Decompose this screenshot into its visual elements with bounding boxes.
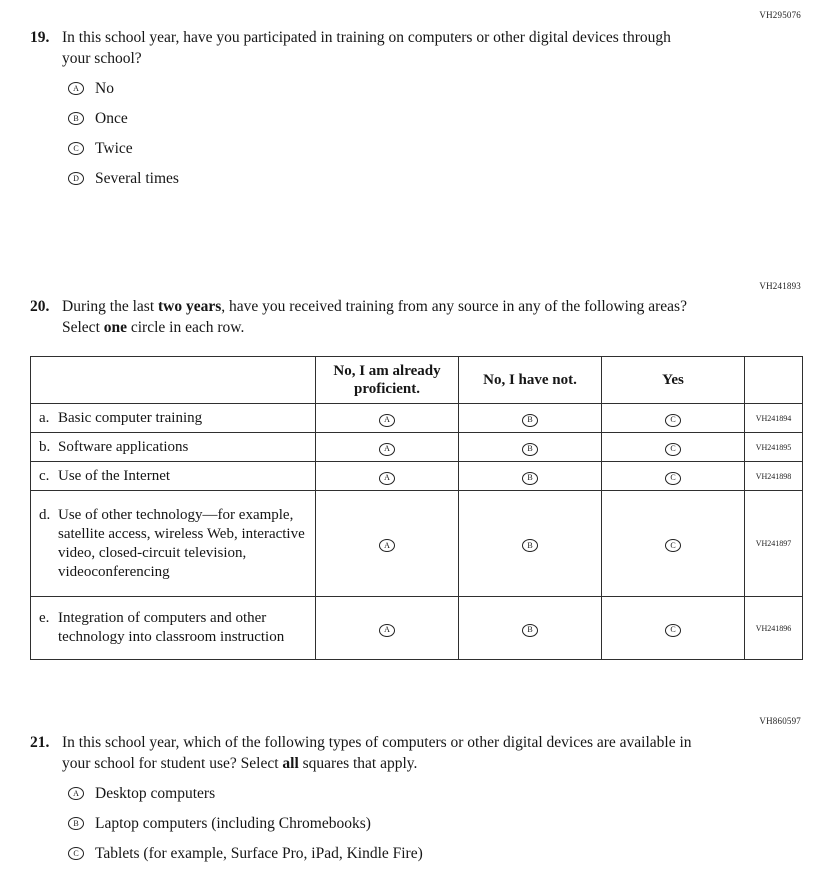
oval-cell <box>316 462 459 491</box>
row-label: b. Software applications <box>31 433 316 462</box>
oval-cell <box>459 462 602 491</box>
option-label: Desktop computers <box>95 784 216 802</box>
oval-letter: B <box>527 473 533 482</box>
table-header-row <box>31 357 803 404</box>
option-label: Once <box>95 109 128 127</box>
oval-cell <box>316 597 459 660</box>
row-item-code: VH241898 <box>745 462 803 491</box>
option-laptop-computers[interactable] <box>68 815 802 832</box>
oval-letter: A <box>73 83 79 93</box>
answer-oval[interactable] <box>665 443 681 456</box>
oval-letter: C <box>670 415 676 424</box>
table-row-d <box>31 491 803 597</box>
header-have-not: No, I have not. <box>459 357 602 404</box>
question-21-text: In this school year, which of the following types of computers or other digital devices are available in your school for student use? Select all squares that apply. <box>62 734 692 772</box>
row-item-code: VH241897 <box>745 491 803 597</box>
oval-cell <box>459 433 602 462</box>
item-code-q20: VH241893 <box>759 281 801 291</box>
answer-oval-a[interactable] <box>68 82 84 95</box>
answer-oval[interactable] <box>522 624 538 637</box>
question-20-text: During the last two years, have you received training from any source in any of the following areas? Select one circle in each row. <box>62 298 687 336</box>
option-label: Laptop computers (including Chromebooks) <box>95 814 371 832</box>
oval-letter: B <box>527 540 533 550</box>
question-19-number: 19. <box>30 29 50 46</box>
answer-oval-c[interactable] <box>68 142 84 155</box>
answer-oval[interactable] <box>665 539 681 552</box>
oval-cell <box>316 404 459 433</box>
oval-letter: D <box>73 173 79 183</box>
option-twice[interactable] <box>68 140 802 157</box>
table-row-b <box>31 433 803 462</box>
oval-letter: C <box>73 143 79 153</box>
answer-oval[interactable] <box>522 443 538 456</box>
answer-oval[interactable] <box>665 472 681 485</box>
row-label: e. Integration of computers and other technology into classroom instruction <box>31 597 316 660</box>
answer-oval[interactable] <box>665 624 681 637</box>
oval-letter: B <box>73 818 79 828</box>
option-no[interactable] <box>68 80 802 97</box>
oval-letter: C <box>73 848 79 858</box>
oval-cell <box>602 597 745 660</box>
oval-cell <box>602 462 745 491</box>
answer-oval[interactable] <box>522 414 538 427</box>
option-tablets[interactable] <box>68 845 802 862</box>
answer-oval-b[interactable] <box>68 817 84 830</box>
table-row-a <box>31 404 803 433</box>
question-20-number: 20. <box>30 298 50 315</box>
option-label: Tablets (for example, Surface Pro, iPad, Kindle Fire) <box>95 844 423 862</box>
item-code-q19: VH295076 <box>759 10 801 20</box>
row-label: d. Use of other technology—for example, satellite access, wireless Web, interactive video, closed-circuit television, videoconferencing <box>31 491 316 597</box>
answer-oval-b[interactable] <box>68 112 84 125</box>
oval-letter: A <box>384 415 390 424</box>
row-item-code: VH241896 <box>745 597 803 660</box>
question-21-options <box>68 785 802 862</box>
answer-oval[interactable] <box>379 624 395 637</box>
oval-letter: B <box>527 444 533 453</box>
oval-letter: A <box>384 625 390 634</box>
table-row-e <box>31 597 803 660</box>
oval-cell <box>316 491 459 597</box>
answer-oval-d[interactable] <box>68 172 84 185</box>
oval-letter: C <box>670 444 676 453</box>
table-row-c <box>31 462 803 491</box>
answer-oval-a[interactable] <box>68 787 84 800</box>
question-19 <box>30 27 802 200</box>
answer-oval-c[interactable] <box>68 847 84 860</box>
header-empty-code <box>745 357 803 404</box>
question-19-text-body: In this school year, have you participated in training on computers or other digital devices through your school? <box>62 29 671 67</box>
answer-oval[interactable] <box>379 443 395 456</box>
oval-letter: A <box>384 473 390 482</box>
answer-oval[interactable] <box>522 539 538 552</box>
row-item-code: VH241895 <box>745 433 803 462</box>
oval-letter: A <box>384 444 390 453</box>
option-desktop-computers[interactable] <box>68 785 802 802</box>
question-19-options <box>68 80 802 187</box>
oval-cell <box>602 433 745 462</box>
oval-cell <box>459 491 602 597</box>
oval-cell <box>316 433 459 462</box>
question-19-text <box>62 27 702 69</box>
oval-cell <box>602 404 745 433</box>
row-item-code: VH241894 <box>745 404 803 433</box>
header-yes: Yes <box>602 357 745 404</box>
item-code-q21: VH860597 <box>759 716 801 726</box>
answer-oval[interactable] <box>665 414 681 427</box>
header-empty <box>31 357 316 404</box>
row-label: c. Use of the Internet <box>31 462 316 491</box>
oval-letter: C <box>670 473 676 482</box>
answer-oval[interactable] <box>522 472 538 485</box>
oval-cell <box>459 597 602 660</box>
option-label: No <box>95 79 114 97</box>
option-once[interactable] <box>68 110 802 127</box>
oval-letter: A <box>73 788 79 798</box>
oval-letter: B <box>73 113 79 123</box>
oval-letter: C <box>670 625 676 634</box>
oval-cell <box>459 404 602 433</box>
question-21 <box>30 732 802 875</box>
oval-letter: B <box>527 415 533 424</box>
question-20 <box>30 296 802 338</box>
oval-letter: C <box>670 540 676 550</box>
row-label: a. Basic computer training <box>31 404 316 433</box>
oval-letter: A <box>384 540 390 550</box>
answer-oval[interactable] <box>379 539 395 552</box>
option-several-times[interactable] <box>68 170 802 187</box>
question-20-table <box>30 356 803 660</box>
header-proficient: No, I am already proficient. <box>316 357 459 404</box>
option-label: Twice <box>95 139 133 157</box>
oval-letter: B <box>527 625 533 634</box>
option-label: Several times <box>95 169 179 187</box>
answer-oval[interactable] <box>379 472 395 485</box>
question-21-number: 21. <box>30 734 50 751</box>
oval-cell <box>602 491 745 597</box>
answer-oval[interactable] <box>379 414 395 427</box>
